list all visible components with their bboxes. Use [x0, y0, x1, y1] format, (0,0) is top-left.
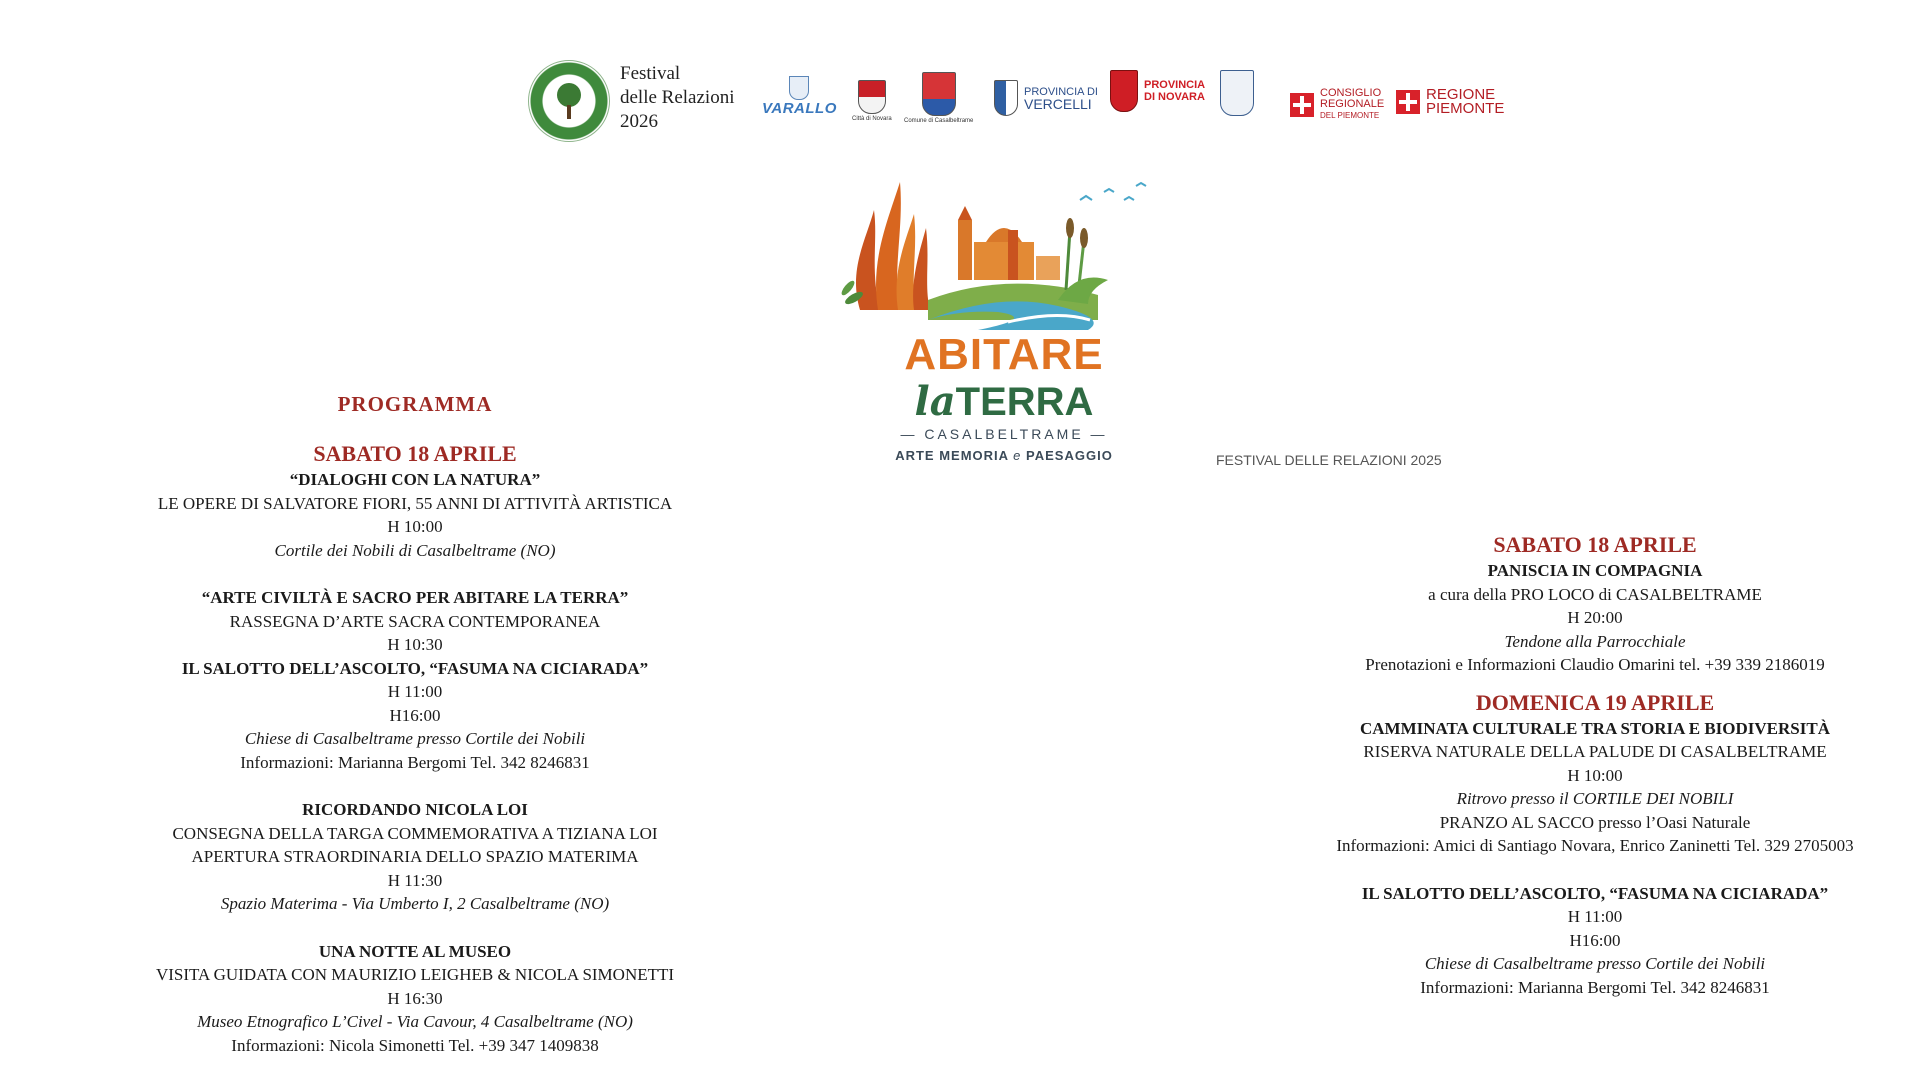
event-title: PANISCIA IN COMPAGNIA: [1487, 561, 1703, 580]
event-line: CONSEGNA DELLA TARGA COMMEMORATIVA A TIZIANA LOI: [172, 823, 658, 843]
event-time: H 16:30: [387, 988, 443, 1008]
event-lunch: PRANZO AL SACCO presso l’Oasi Naturale: [1439, 812, 1751, 832]
regione-piemonte-logo: [1396, 88, 1504, 116]
novara-prov-line-1: PROVINCIA: [1144, 79, 1206, 91]
event-time: H 20:00: [1567, 608, 1623, 627]
event-info: Informazioni: Marianna Bergomi Tel. 342 8246831: [240, 752, 590, 772]
event-place: Museo Etnografico L’Civel - Via Cavour, 4 Casalbeltrame (NO): [197, 1012, 633, 1031]
varallo-logo: [762, 76, 837, 117]
festival-seal-icon: [528, 60, 610, 142]
novara-prov-shield-icon: [1110, 70, 1138, 112]
event-subtitle: RISERVA NATURALE DELLA PALUDE DI CASALBELTRAME: [1363, 742, 1827, 761]
abitare-la-terra-logo: [808, 170, 1200, 470]
crest-shield-icon: [1220, 70, 1254, 116]
event-title-la: la: [914, 378, 956, 425]
event-title: IL SALOTTO DELL’ASCOLTO, “FASUMA NA CICIARADA”: [181, 658, 649, 678]
event-title-terra: TERRA: [955, 380, 1094, 424]
piemonte-flag-icon: [1396, 90, 1420, 114]
event-subtitle: LE OPERE DI SALVATORE FIORI, 55 ANNI DI ATTIVITÀ ARTISTICA: [157, 493, 673, 513]
novara-prov-line-2: DI NOVARA: [1144, 91, 1205, 103]
event-time: H 10:30: [387, 635, 443, 654]
consiglio-regionale-logo: [1290, 88, 1384, 121]
event-time: H 11:30: [387, 870, 443, 890]
event-dialoghi: [100, 468, 730, 562]
right-day-title-sat: SABATO 18 APRILE: [1493, 532, 1697, 557]
event-title: RICORDANDO NICOLA LOI: [302, 800, 528, 819]
right-day-title-sun: DOMENICA 19 APRILE: [1475, 689, 1715, 715]
event-time: H 10:00: [387, 517, 443, 536]
event-info: Informazioni: Marianna Bergomi Tel. 342 8246831: [1420, 977, 1770, 997]
festival-2025-caption: FESTIVAL DELLE RELAZIONI 2025: [1216, 452, 1442, 468]
event-time: H 11:00: [1567, 907, 1623, 926]
festival-logo-text: [620, 62, 734, 134]
tagline-part-a: ARTE MEMORIA: [895, 448, 1009, 463]
varallo-crest-icon: [789, 76, 809, 100]
event-place: Cortile dei Nobili di Casalbeltrame (NO): [274, 540, 556, 560]
vercelli-line-1: PROVINCIA DI: [1024, 86, 1098, 98]
event-line: APERTURA STRAORDINARIA DELLO SPAZIO MATERIMA: [191, 847, 639, 866]
event-place: Tendone alla Parrocchiale: [1504, 631, 1686, 651]
event-subtitle: VISITA GUIDATA CON MAURIZIO LEIGHEB & NICOLA SIMONETTI: [155, 965, 675, 984]
provincia-novara-logo: [1110, 70, 1205, 112]
event-arte-civilta: [100, 586, 730, 657]
right-program-column: [1290, 531, 1900, 999]
consiglio-line-2: REGIONALE: [1320, 98, 1385, 110]
event-meeting-point: Ritrovo presso il CORTILE DEI NOBILI: [1456, 789, 1734, 808]
novara-city-shield-icon: [858, 80, 886, 114]
crest-logo: [1220, 70, 1254, 116]
event-place: Chiese di Casalbeltrame presso Cortile dei Nobili: [244, 729, 586, 748]
consiglio-line-1: CONSIGLIO: [1320, 87, 1382, 99]
consiglio-line-3: DEL PIEMONTE: [1320, 111, 1380, 120]
event-title-abitare: ABITARE: [904, 330, 1104, 379]
piemonte-flag-icon: [1290, 93, 1314, 117]
festival-line-3: 2026: [620, 111, 658, 132]
regione-line-1: REGIONE: [1426, 86, 1496, 103]
event-info: Informazioni: Amici di Santiago Novara, Enrico Zaninetti Tel. 329 2705003: [1336, 836, 1854, 855]
left-program-column: [100, 440, 730, 1057]
event-notte-museo: [100, 940, 730, 1058]
event-place: — CASALBELTRAME —: [900, 426, 1108, 442]
event-salotto-right: [1290, 882, 1900, 1000]
casalbeltrame-caption: Comune di Casalbeltrame: [904, 118, 974, 124]
event-subtitle: RASSEGNA D’ARTE SACRA CONTEMPORANEA: [229, 611, 601, 631]
event-title: CAMMINATA CULTURALE TRA STORIA E BIODIVERSITÀ: [1360, 718, 1830, 738]
casalbeltrame-shield-icon: [922, 72, 956, 116]
provincia-vercelli-logo: [994, 80, 1098, 116]
sponsor-logo-strip: [528, 58, 1508, 148]
event-title: UNA NOTTE AL MUSEO: [318, 941, 512, 961]
landscape-illustration-icon: [808, 170, 1200, 330]
festival-line-2: delle Relazioni: [620, 87, 735, 108]
event-title: IL SALOTTO DELL’ASCOLTO, “FASUMA NA CICIARADA”: [1361, 883, 1829, 903]
event-tagline: [808, 448, 1200, 463]
event-place-name: CASALBELTRAME: [924, 426, 1084, 442]
event-time: H16:00: [389, 705, 441, 725]
event-title: “DIALOGHI CON LA NATURA”: [289, 470, 541, 489]
novara-city-caption: Città di Novara: [852, 116, 892, 122]
novara-city-logo: [852, 80, 892, 122]
event-time: H 10:00: [1567, 765, 1623, 785]
event-info: Prenotazioni e Informazioni Claudio Omarini tel. +39 339 2186019: [1365, 655, 1825, 674]
event-time: H 11:00: [387, 682, 443, 701]
casalbeltrame-logo: [904, 72, 973, 124]
program-heading: PROGRAMMA: [337, 392, 493, 416]
event-title: “ARTE CIVILTÀ E SACRO PER ABITARE LA TERRA”: [201, 588, 629, 607]
event-info: Informazioni: Nicola Simonetti Tel. +39 347 1409838: [231, 1035, 599, 1055]
vercelli-line-2: VERCELLI: [1024, 96, 1092, 112]
festival-line-1: Festival: [620, 63, 681, 84]
event-organizer: a cura della PRO LOCO di CASALBELTRAME: [1428, 584, 1762, 604]
event-ricordando-loi: [100, 798, 730, 916]
event-time: H16:00: [1569, 930, 1621, 950]
regione-line-2: PIEMONTE: [1426, 100, 1505, 117]
event-title-la-terra: [808, 378, 1200, 425]
event-salotto-left: [100, 657, 730, 775]
event-place: Spazio Materima - Via Umberto I, 2 Casalbeltrame (NO): [220, 894, 610, 913]
event-camminata: [1290, 689, 1900, 858]
vercelli-shield-icon: [994, 80, 1018, 116]
event-place: Chiese di Casalbeltrame presso Cortile dei Nobili: [1424, 954, 1766, 973]
event-paniscia: [1290, 531, 1900, 677]
tagline-part-b: PAESAGGIO: [1026, 448, 1113, 463]
left-day-title: SABATO 18 APRILE: [313, 441, 517, 466]
varallo-wordmark: VARALLO: [762, 100, 837, 117]
tagline-e: e: [1013, 448, 1022, 463]
